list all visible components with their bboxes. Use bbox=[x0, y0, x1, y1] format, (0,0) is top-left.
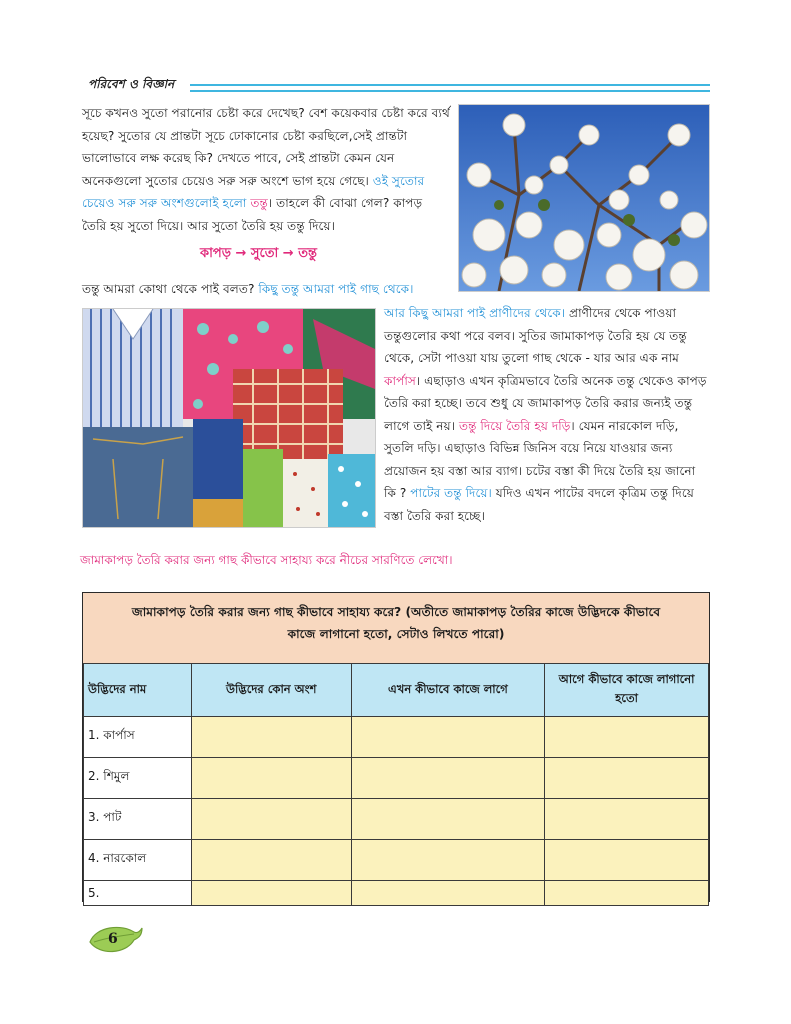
table-heading bbox=[83, 593, 709, 663]
answer-cell[interactable] bbox=[545, 717, 709, 758]
answer-cell[interactable] bbox=[545, 840, 709, 881]
question-answer-blue: কিছু তন্তু আমরা পাই গাছ থেকে। bbox=[258, 282, 414, 296]
col-plant-name: উদ্ভিদের নাম bbox=[84, 664, 192, 717]
cloth-thread-fibre-formula: কাপড় → সুতো → তন্তু bbox=[200, 246, 317, 261]
intro-text: সূচে কখনও সুতো পরানোর চেষ্টা করে দেখেছ? বেশ কয়েকবার চেষ্টা করে ব্যর্থ হয়েছ? সুতোর যে প্রান্তটা সূচে ঢোকানোর চেষ্টা করছিলে,সেই প্রান্তটা ভালোভাবে লক্ষ করেছ কি? দেখতে পাবে, সেই প্রান্তটা কেমন যেন অনেকগুলো সুতোর চেয়েও সরু সরু অংশে ভাগ হয়ে গেছে। bbox=[82, 106, 450, 188]
col-plant-part: উদ্ভিদের কোন অংশ bbox=[191, 664, 351, 717]
intro-highlight-blue: ওই সুতোর চেয়েও সরু সরু অংশগুলোই হলো bbox=[82, 173, 425, 210]
body-highlight-rope: তন্তু দিয়ে তৈরি হয় দড়ি bbox=[458, 418, 571, 433]
answer-cell[interactable] bbox=[191, 840, 351, 881]
col-used-now: এখন কীভাবে কাজে লাগে bbox=[351, 664, 545, 717]
table-heading-line-2: কাজে লাগানো হতো, সেটাও লিখতে পারো) bbox=[287, 627, 505, 641]
table-heading-line-1: জামাকাপড় তৈরি করার জন্য গাছ কীভাবে সাহায্য করে? (অতীতে জামাকাপড় তৈরির কাজে উদ্ভিদকে কীভাবে bbox=[131, 605, 661, 619]
answer-cell[interactable] bbox=[351, 840, 545, 881]
intro-paragraph bbox=[82, 102, 450, 237]
row-label: 4. নারকোল bbox=[84, 840, 192, 881]
table-row bbox=[84, 717, 709, 758]
body-highlight-karpas: কার্পাস bbox=[384, 373, 416, 388]
answer-cell[interactable] bbox=[545, 799, 709, 840]
body-highlight-jute: পাটের তন্তু দিয়ে। bbox=[410, 486, 492, 500]
table-row bbox=[84, 758, 709, 799]
row-label: 1. কার্পাস bbox=[84, 717, 192, 758]
page-number: 6 bbox=[108, 931, 118, 947]
table-row bbox=[84, 840, 709, 881]
intro-highlight-fibre: তন্তু bbox=[250, 196, 268, 210]
body-text-2: । এছাড়াও এখন কৃত্রিমভাবে তৈরি অনেক তন্তু থেকেও কাপড় তৈরি করা হচ্ছে। তবে শুধু যে জামাকাপড় তৈরি করার জন্যই তন্তু লাগে তাই নয়। bbox=[384, 373, 707, 433]
header-rule-top bbox=[190, 84, 710, 86]
intro-text-end: । তাহলে কী বোঝা গেল? কাপড় তৈরি হয় সুতো দিয়ে। আর সুতো তৈরি হয় তন্তু দিয়ে। bbox=[82, 196, 423, 233]
body-highlight-animals: আর কিছু আমরা পাই প্রাণীদের থেকে। bbox=[384, 306, 566, 320]
table-row bbox=[84, 799, 709, 840]
question-line bbox=[82, 278, 462, 301]
answer-cell[interactable] bbox=[351, 717, 545, 758]
answer-cell[interactable] bbox=[191, 758, 351, 799]
table-grid bbox=[83, 663, 709, 906]
chapter-header-title: পরিবেশ ও বিজ্ঞান bbox=[88, 77, 175, 91]
cotton-plant-photo bbox=[458, 104, 710, 292]
answer-cell[interactable] bbox=[351, 799, 545, 840]
answer-cell[interactable] bbox=[545, 758, 709, 799]
header-rule-bottom bbox=[190, 90, 710, 92]
clothes-collage-photo bbox=[82, 308, 376, 528]
row-label: 2. শিমুল bbox=[84, 758, 192, 799]
row-label: 3. পাট bbox=[84, 799, 192, 840]
table-instruction: জামাকাপড় তৈরি করার জন্য গাছ কীভাবে সাহায্য করে নীচের সারণিতে লেখো। bbox=[80, 553, 453, 567]
body-text-1: প্রাণীদের থেকে পাওয়া তন্তুগুলোর কথা পরে বলব। সুতির জামাকাপড় তৈরি হয় যে তন্তু থেকে, সেটা পাওয়া যায় তুলো গাছ থেকে - যার আর এক নাম bbox=[384, 306, 687, 365]
body-paragraph bbox=[384, 302, 710, 527]
answer-cell[interactable] bbox=[545, 881, 709, 906]
body-text-4: যদিও এখন পাটের বদলে কৃত্রিম তন্তু দিয়ে বস্তা তৈরি করা হচ্ছে। bbox=[384, 486, 694, 523]
answer-cell[interactable] bbox=[191, 881, 351, 906]
answer-cell[interactable] bbox=[351, 881, 545, 906]
body-text-3: । যেমন নারকোল দড়ি, সুতলি দড়ি। এছাড়াও বিভিন্ন জিনিস বয়ে নিয়ে যাওয়ার জন্য প্রয়োজন হয় বস্তা আর ব্যাগ। চটের বস্তা কী দিয়ে তৈরি হয় জানো কি ? bbox=[384, 418, 696, 500]
question-text: তন্তু আমরা কোথা থেকে পাই বলত? bbox=[82, 282, 255, 296]
plants-clothing-table bbox=[82, 592, 710, 902]
row-label: 5. bbox=[84, 881, 192, 906]
table-row bbox=[84, 881, 709, 906]
answer-cell[interactable] bbox=[191, 799, 351, 840]
answer-cell[interactable] bbox=[351, 758, 545, 799]
col-used-before: আগে কীভাবে কাজে লাগানো হতো bbox=[545, 664, 709, 717]
table-header-row bbox=[84, 664, 709, 717]
answer-cell[interactable] bbox=[191, 717, 351, 758]
page-number-leaf bbox=[86, 922, 144, 958]
